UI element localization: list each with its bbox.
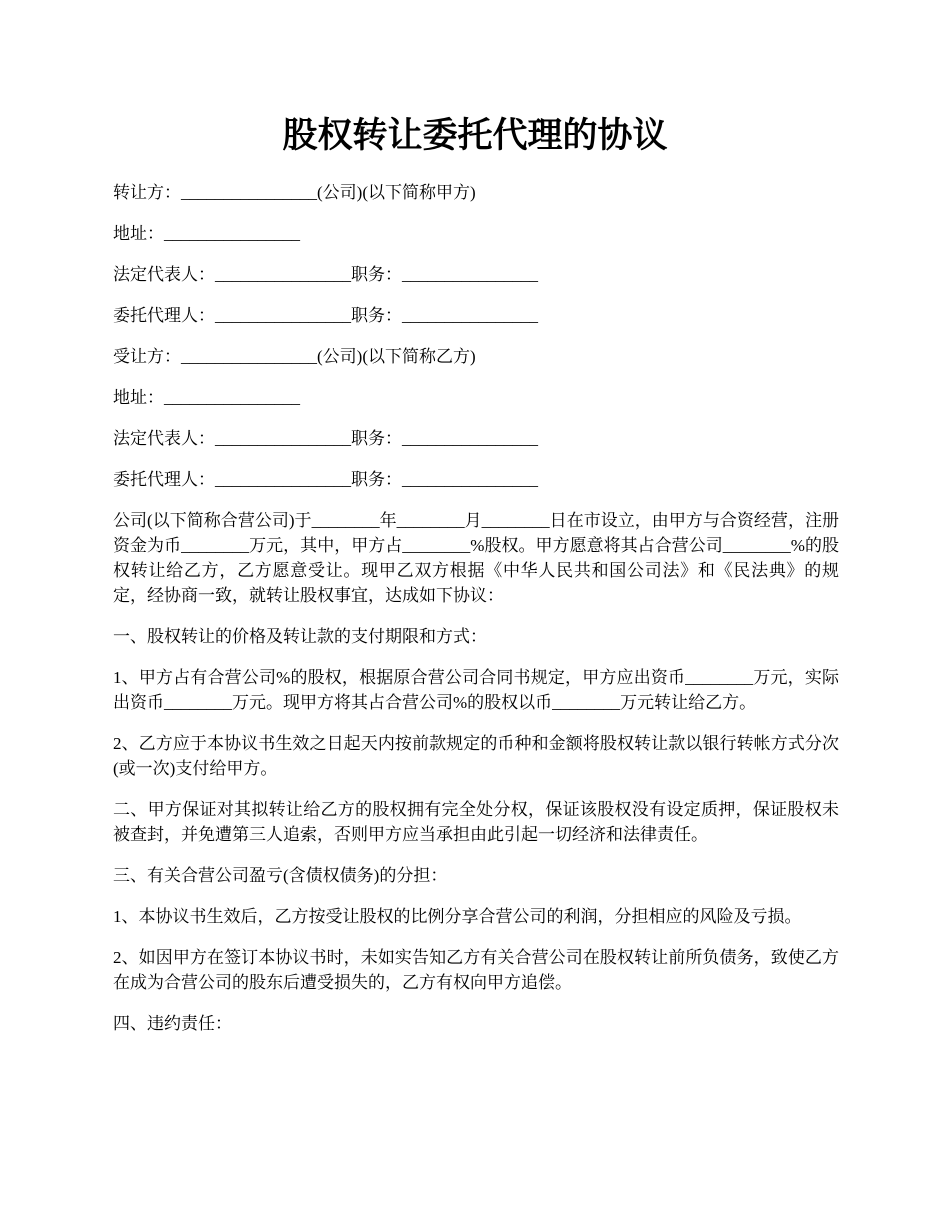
transferee-line: 受让方：________________(公司)(以下简称乙方)	[113, 347, 476, 366]
transferor-legal-rep-line: 法定代表人：________________职务：________________	[113, 265, 538, 284]
preamble-paragraph: 公司(以下简称合营公司)于________年________月________日在市设立，由甲方与合资经营，注册资金为币________万元，其中，甲方占________%股权。甲方愿意将其占合营公司________%的股权转让给乙方，乙方愿意受让。现甲乙双方根据《中华人民共和国公司法》和《民法典》的规定，经协商一致，就转让股权事宜，达成如下协议：	[113, 511, 839, 605]
clause-1-2: 2、乙方应于本协议书生效之日起天内按前款规定的币种和金额将股权转让款以银行转帐方式分次(或一次)支付给甲方。	[113, 734, 839, 778]
transferee-legal-rep-line: 法定代表人：________________职务：________________	[113, 429, 538, 448]
clause-3-2: 2、如因甲方在签订本协议书时，未如实告知乙方有关合营公司在股权转让前所负债务，致使乙方在成为合营公司的股东后遭受损失的，乙方有权向甲方追偿。	[113, 948, 839, 992]
transferor-line: 转让方：________________(公司)(以下简称甲方)	[113, 183, 476, 202]
transferee-agent-line: 委托代理人：________________职务：________________	[113, 470, 538, 489]
transferor-agent-line: 委托代理人：________________职务：________________	[113, 306, 538, 325]
clause-3-1: 1、本协议书生效后，乙方按受让股权的比例分享合营公司的利润，分担相应的风险及亏损。	[113, 907, 802, 926]
clause-1-1: 1、甲方占有合营公司%的股权，根据原合营公司合同书规定，甲方应出资币________万元，实际出资币________万元。现甲方将其占合营公司%的股权以币________万元转让给乙方。	[113, 668, 839, 712]
section-heading-breach: 四、违约责任：	[113, 1014, 232, 1033]
section-heading-profit-loss: 三、有关合营公司盈亏(含债权债务)的分担：	[113, 866, 448, 885]
section-warranty-paragraph: 二、甲方保证对其拟转让给乙方的股权拥有完全处分权，保证该股权没有设定质押，保证股权未被查封，并免遭第三人追索，否则甲方应当承担由此引起一切经济和法律责任。	[113, 800, 839, 844]
transferor-address-line: 地址：________________	[113, 224, 300, 243]
transferee-address-line: 地址：________________	[113, 388, 300, 407]
document-title: 股权转让委托代理的协议	[282, 116, 668, 155]
document-body	[113, 180, 839, 1052]
section-heading-price-payment: 一、股权转让的价格及转让款的支付期限和方式：	[113, 627, 487, 646]
